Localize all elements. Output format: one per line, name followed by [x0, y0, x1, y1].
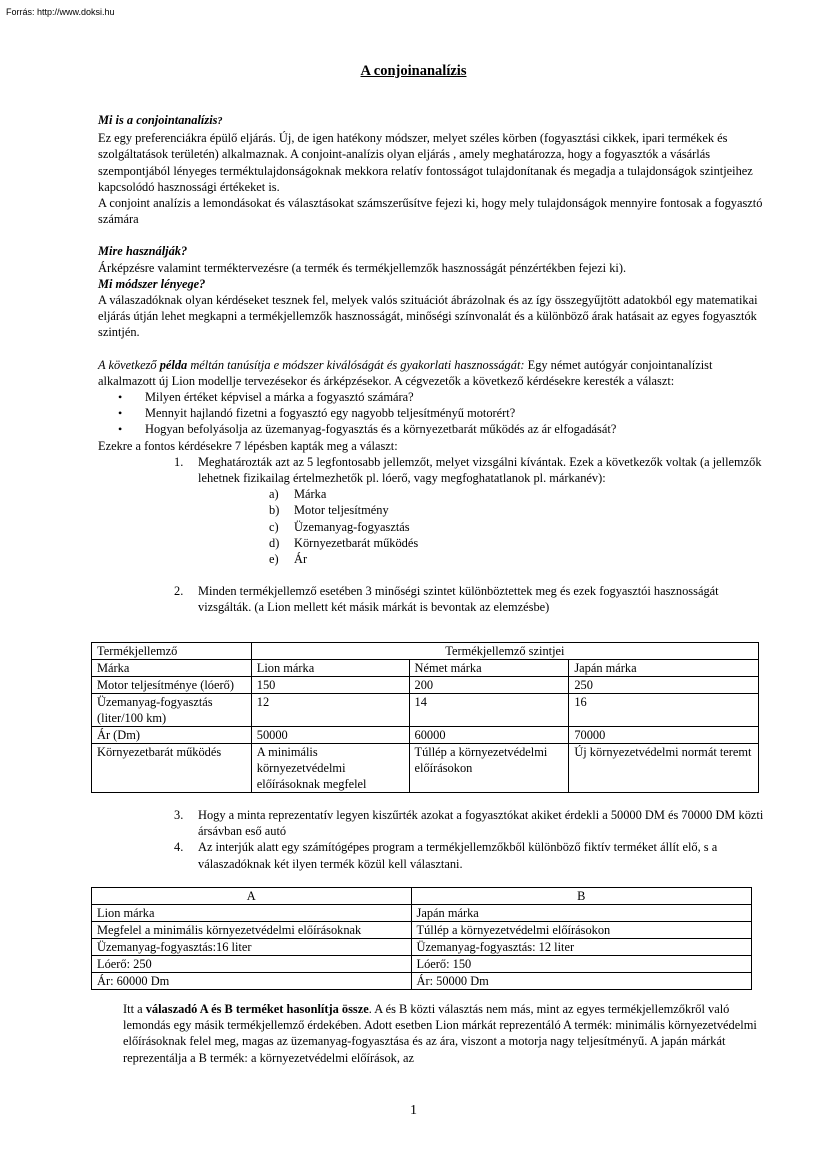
section-heading: Mire használják?: [98, 244, 188, 259]
step-1: 1. Meghatározták azt az 5 legfontosabb jellemzőt, melyet vizsgálni kívántak. Ezek a következők voltak (a jellemzők lehetnek fizikailag értelmezhetők pl. lóerő, vagy megfoghatatlanok pl. márkanév):: [174, 454, 762, 486]
table-row: [92, 973, 752, 990]
list-item: c) Üzemanyag-fogyasztás: [269, 519, 410, 534]
list-item: a) Márka: [269, 487, 327, 502]
table-cell: Üzemanyag-fogyasztás: 12 liter: [411, 939, 751, 956]
table-cell: Megfelel a minimális környezetvédelmi előírásoknak: [92, 922, 412, 939]
list-item: • Mennyit hajlandó fizetni a fogyasztó egy nagyobb teljesítményű motorért?: [98, 405, 766, 421]
table-cell: A: [92, 888, 412, 905]
table-row: [92, 643, 759, 660]
table-cell: Ár: 60000 Dm: [92, 973, 412, 990]
steps-after-table: [98, 807, 766, 872]
list-item: • Hogyan befolyásolja az üzemanyag-fogyasztás és a környezetbarát működés az ár elfogadását?: [98, 421, 766, 437]
paragraph: A következő példa méltán tanúsítja e módszer kiválóságát és gyakorlati hasznosságát: Egy német autógyár conjointanalízist alkalmazott új Lion modellje tervezésekor és árképzésekor. A cégvezetők a következő kérdésekre keresték a választ:: [98, 357, 713, 388]
list-item: b) Motor teljesítmény: [269, 503, 389, 518]
table-cell: Lóerő: 250: [92, 956, 412, 973]
paragraph: A válaszadóknak olyan kérdéseket tesznek fel, melyek valós szituációt ábrázolnak és az így összegyűjtött adatokból egy matematikai eljárás útján lehet megkapni a termékjellemzők hasznosságát, minőségi színvonalát és a különböző árak hatásait az egyes fogyasztók szintjén.: [98, 293, 758, 340]
table-cell: Japán márka: [569, 660, 759, 677]
table-cell: 70000: [569, 727, 759, 744]
paragraph: Ezekre a fontos kérdésekre 7 lépésben kapták meg a választ:: [98, 438, 398, 453]
list-item: e) Ár: [269, 552, 308, 567]
attribute-levels-table: [91, 642, 759, 793]
question-list: [98, 389, 766, 438]
table-row: [92, 744, 759, 793]
table-row: [92, 905, 752, 922]
page-number: 1: [410, 1103, 417, 1118]
table-cell: 50000: [251, 727, 409, 744]
table-cell: 150: [251, 677, 409, 694]
paragraph: A conjoint analízis a lemondásokat és választásokat számszerűsítve fejezi ki, hogy mely tulajdonságok mennyire fontosak a fogyasztó számára: [98, 196, 763, 227]
list-item: • Milyen értéket képvisel a márka a fogyasztó számára?: [98, 389, 766, 405]
table-cell: Környezetbarát működés: [92, 744, 252, 793]
table-cell: Lion márka: [251, 660, 409, 677]
table-row: [92, 922, 752, 939]
table-cell: Lion márka: [92, 905, 412, 922]
table-cell: Ár (Dm): [92, 727, 252, 744]
table-cell: 60000: [409, 727, 569, 744]
source-url: Forrás: http://www.doksi.hu: [6, 7, 115, 17]
table-cell: Termékjellemző: [92, 643, 252, 660]
attribute-list: [98, 486, 766, 567]
table-row: [92, 939, 752, 956]
table-row: [92, 694, 759, 727]
table-row: [92, 660, 759, 677]
table-cell: Német márka: [409, 660, 569, 677]
table-cell: Üzemanyag-fogyasztás:16 liter: [92, 939, 412, 956]
document-body: [98, 112, 766, 616]
table-cell: Új környezetvédelmi normát teremt: [569, 744, 759, 793]
table-row: [92, 956, 752, 973]
table-cell: 16: [569, 694, 759, 727]
table-row: [92, 727, 759, 744]
table-cell: 200: [409, 677, 569, 694]
table-cell: Túllép a környezetvédelmi előírásokon: [409, 744, 569, 793]
table-cell: B: [411, 888, 751, 905]
table-cell: 12: [251, 694, 409, 727]
paragraph: Ez egy preferenciákra épülő eljárás. Új, de igen hatékony módszer, melyet széles körben (fogyasztási cikkek, ipari termékek és szolgáltatások területén) alkalmaznak. A conjoint-analízis olyan eljárás , amely meghatározza, hogy a fogyasztók a vásárlás szempontjából lényeges terméktulajdonságoknak mekkora relatív fontosságot tulajdonítanak és megadja a tulajdonságok szintjeihez kapcsolódó hasznossági értékeket is.: [98, 131, 753, 194]
table-cell: Ár: 50000 Dm: [411, 973, 751, 990]
table-cell: Japán márka: [411, 905, 751, 922]
table-cell: 250: [569, 677, 759, 694]
table-row: [92, 888, 752, 905]
section-heading: Mi is a conjointanalízis?: [98, 113, 223, 127]
table-cell: Túllép a környezetvédelmi előírásokon: [411, 922, 751, 939]
table-row: [92, 677, 759, 694]
table-cell: Termékjellemző szintjei: [251, 643, 758, 660]
product-comparison-table: [91, 887, 752, 990]
table-cell: Motor teljesítménye (lóerő): [92, 677, 252, 694]
list-item: d) Környezetbarát működés: [269, 535, 419, 550]
table-cell: 14: [409, 694, 569, 727]
table-cell: Üzemanyag-fogyasztás (liter/100 km): [92, 694, 252, 727]
step-3: 3. Hogy a minta reprezentatív legyen kiszűrték azokat a fogyasztókat akiket érdekli a 50000 DM és 70000 DM közti ársávban eső autó: [174, 808, 764, 839]
paragraph: Árképzésre valamint terméktervezésre (a termék és termékjellemzők hasznosságát pénzértékben fejezi ki).: [98, 260, 627, 275]
step-4: 4. Az interjúk alatt egy számítógépes program a termékjellemzőkből különböző fiktív terméket állít elő, s a válaszadóknak két ilyen termék közül kell választani.: [174, 840, 718, 871]
table-cell: A minimális környezetvédelmi előírásoknak megfelel: [251, 744, 409, 793]
step-2: 2. Minden termékjellemző esetében 3 minőségi szintet különböztettek meg és ezek fogyasztói hasznosságát vizsgálták. (a Lion mellett két másik márkát is bevontak az elemzésbe): [174, 584, 719, 615]
closing-paragraph: Itt a válaszadó A és B terméket hasonlítja össze. A és B közti választás nem más, mint az egyes termékjellemzőkről való lemondás egy másik termékjellemző érdekében. Adott esetben Lion márkát reprezentáló A termék: minimális környezetvédelmi előírásoknak felel meg, magas az üzemanyag-fogyasztása és az ára, viszont a motorja nagy teljesítményű. A japán márkát reprezentálja a B termék: a környezetvédelmi előírások, az: [123, 1002, 757, 1065]
table-cell: Márka: [92, 660, 252, 677]
table-cell: Lóerő: 150: [411, 956, 751, 973]
section-heading: Mi módszer lényege?: [98, 276, 206, 291]
page-title: A conjoinanalízis: [360, 63, 467, 79]
